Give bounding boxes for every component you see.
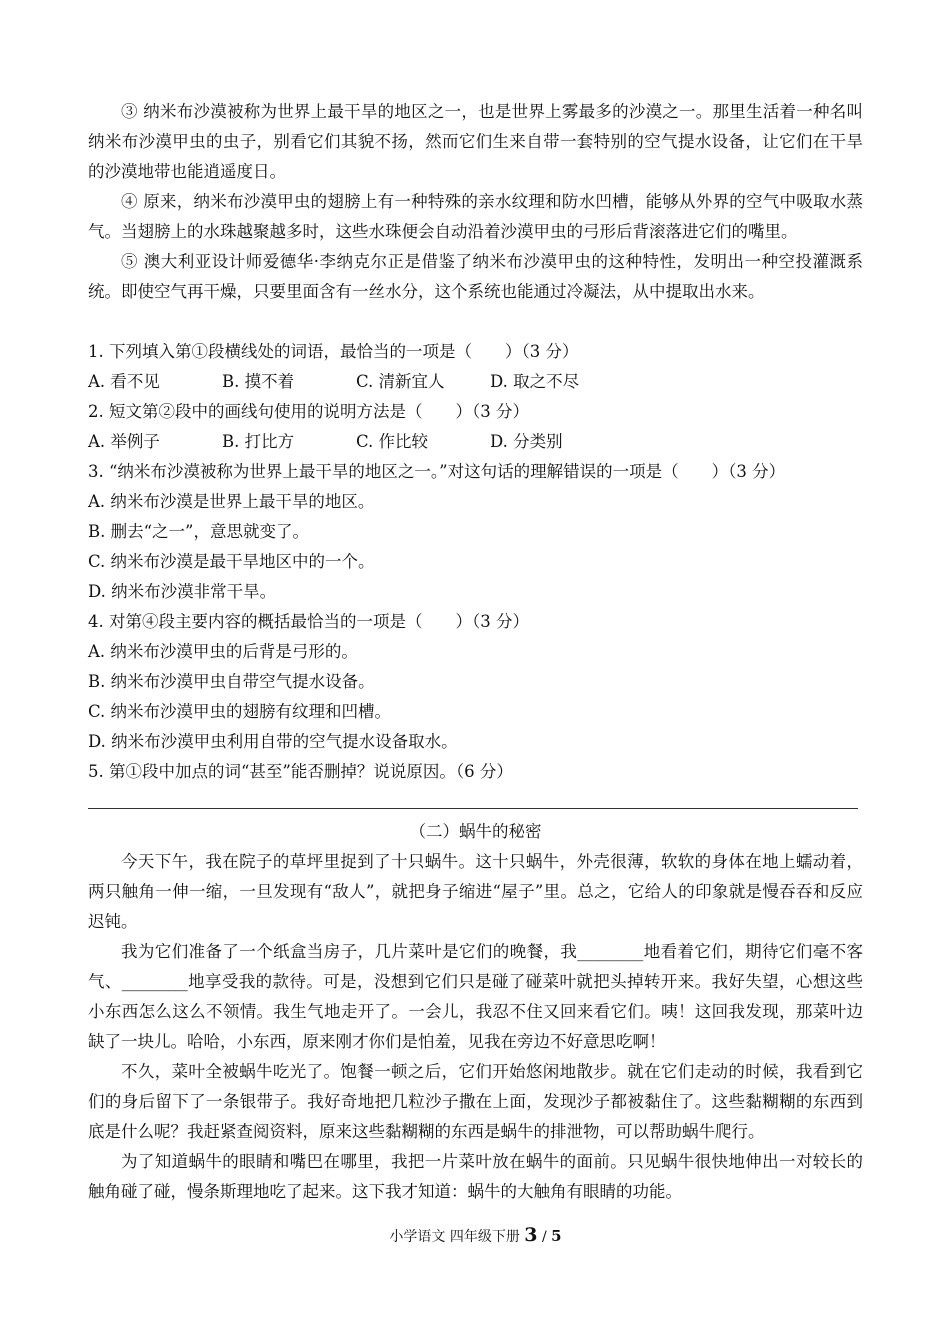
paragraph-3: ③ 纳米布沙漠被称为世界上最干旱的地区之一，也是世界上雾最多的沙漠之一。那里生活着一种名叫纳米布沙漠甲虫的虫子，别看它们其貌不扬，然而它们生来自带一套特别的空气提水设备，让它们在干旱的沙漠地带也能逍遥度日。 [88, 102, 863, 181]
paragraph-4: 为了知道蜗牛的眼睛和嘴巴在哪里，我把一片菜叶放在蜗牛的面前。只见蜗牛很快地伸出一对较长的触角碰了碰，慢条斯理地吃了起来。这下我才知道：蜗牛的大触角有眼睛的功能。 [88, 1152, 863, 1201]
option: D. 纳米布沙漠非常干旱。 [88, 582, 277, 601]
option: A. 纳米布沙漠甲虫的后背是弓形的。 [88, 642, 358, 661]
question-5: 5. 第①段中加点的词“甚至”能否删掉？说说原因。（6 分） [88, 762, 513, 781]
section-title: （二）蜗牛的秘密 [409, 822, 542, 841]
footer-label: 小学语文 四年级下册 [389, 1229, 520, 1245]
paragraph-5: ⑤ 澳大利亚设计师爱德华·李纳克尔正是借鉴了纳米布沙漠甲虫的这种特性，发明出一种空投灌溉系统。即使空气再干燥，只要里面含有一丝水分，这个系统也能通过冷凝法，从中提取出水来。 [88, 252, 863, 301]
option: B. 删去“之一”，意思就变了。 [88, 522, 309, 541]
option: D. 纳米布沙漠甲虫利用自带的空气提水设备取水。 [88, 732, 458, 751]
paragraph-1: 今天下午，我在院子的草坪里捉到了十只蜗牛。这十只蜗牛，外壳很薄，软软的身体在地上蠕动着，两只触角一伸一缩，一旦发现有“敌人”，就把身子缩进“屋子”里。总之，它给人的印象就是慢吞吞和反应迟钝。 [88, 852, 863, 931]
passage-2 [88, 847, 863, 1207]
exam-page [88, 0, 863, 1344]
question-3: 3. “纳米布沙漠被称为世界上最干旱的地区之一。”对这句话的理解错误的一项是（ ）（3 分） [88, 462, 786, 481]
option: B. 打比方 [222, 432, 295, 451]
paragraph-2: 我为它们准备了一个纸盒当房子，几片菜叶是它们的晚餐，我________地看着它们，期待它们毫不客气、________地享受我的款待。可是，没想到它们只是碰了碰菜叶就把头掉转开来。我好失望，心想这些小东西怎么这么不领情。我生气地走开了。一会儿，我忍不住又回来看它们。咦！这回我发现，那菜叶边缺了一块儿。哈哈，小东西，原来刚才你们是怕羞，见我在旁边不好意思吃啊！ [88, 942, 863, 1051]
answer-line [88, 808, 858, 809]
option: D. 分类别 [490, 432, 563, 451]
page-total: 5 [551, 1227, 562, 1245]
paragraph-4: ④ 原来，纳米布沙漠甲虫的翅膀上有一种特殊的亲水纹理和防水凹槽，能够从外界的空气中吸取水蒸气。当翅膀上的水珠越聚越多时，这些水珠便会自动沿着沙漠甲虫的弓形后背滚落进它们的嘴里。 [88, 192, 863, 241]
question-1-options [88, 367, 863, 397]
option: C. 纳米布沙漠甲虫的翅膀有纹理和凹槽。 [88, 702, 392, 721]
option: A. 看不见 [88, 372, 160, 391]
option: A. 纳米布沙漠是世界上最干旱的地区。 [88, 492, 375, 511]
option: B. 摸不着 [222, 372, 295, 391]
option: C. 作比较 [356, 432, 429, 451]
paragraph-3: 不久，菜叶全被蜗牛吃光了。饱餐一顿之后，它们开始悠闲地散步。就在它们走动的时候，我看到它们的身后留下了一条银带子。我好奇地把几粒沙子撒在上面，发现沙子都被黏住了。这些黏糊糊的东西到底是什么呢？我赶紧查阅资料，原来这些黏糊糊的东西是蜗牛的排泄物，可以帮助蜗牛爬行。 [88, 1062, 863, 1141]
option: C. 清新宜人 [356, 372, 445, 391]
option: A. 举例子 [88, 432, 160, 451]
question-4: 4. 对第④段主要内容的概括最恰当的一项是（ ）（3 分） [88, 612, 529, 631]
page-footer [88, 1224, 863, 1246]
question-list [88, 337, 863, 787]
page-number: 3 [524, 1224, 538, 1246]
passage-1 [88, 97, 863, 307]
option: C. 纳米布沙漠是最干旱地区中的一个。 [88, 552, 375, 571]
question-2: 2. 短文第②段中的画线句使用的说明方法是（ ）（3 分） [88, 402, 529, 421]
question-1: 1. 下列填入第①段横线处的词语，最恰当的一项是（ ）（3 分） [88, 342, 579, 361]
option: D. 取之不尽 [490, 372, 580, 391]
option: B. 纳米布沙漠甲虫自带空气提水设备。 [88, 672, 375, 691]
question-2-options [88, 427, 863, 457]
page-separator: / [541, 1229, 547, 1245]
